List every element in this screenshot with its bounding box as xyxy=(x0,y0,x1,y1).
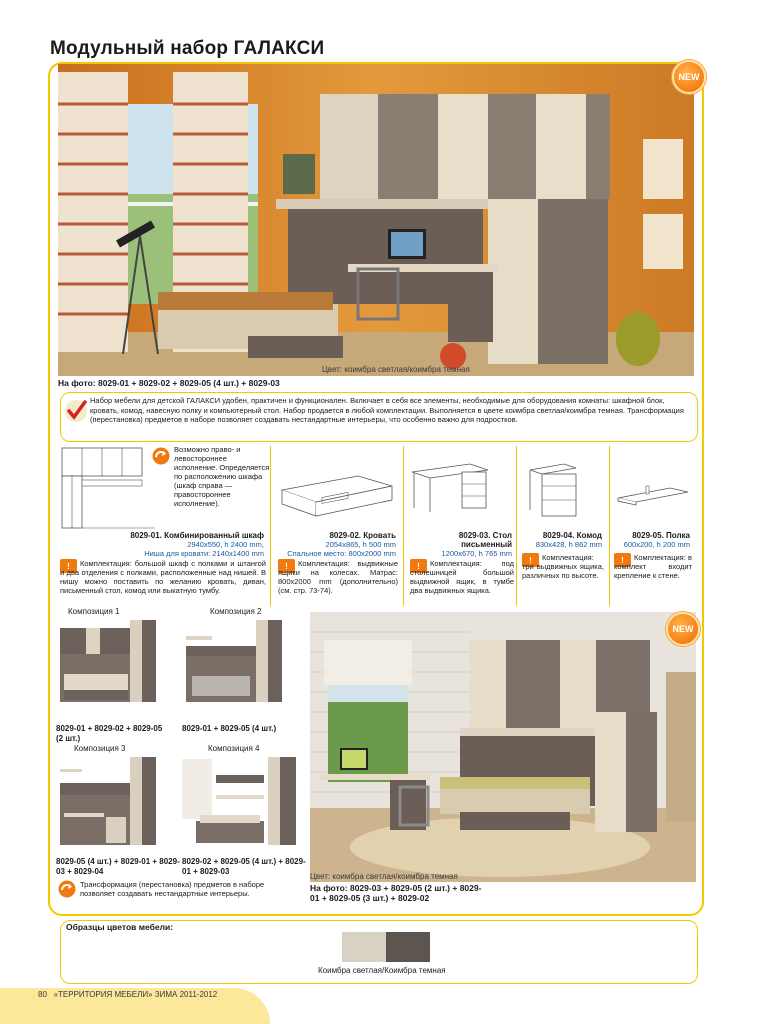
new-badge: NEW xyxy=(672,60,706,94)
product-8029-02-dim1: 2054x865, h 500 mm xyxy=(325,540,396,549)
orange-arrow-icon xyxy=(58,880,76,903)
product-8029-04-dim1: 830x428, h 862 mm xyxy=(535,540,602,549)
swatch-label: Коимбра светлая/Коимбра темная xyxy=(318,966,446,975)
photo1-color-caption: Цвет: коимбра светлая/коимбра темная xyxy=(322,365,470,374)
swatch-light xyxy=(342,932,386,962)
product-8029-02-dim2: Спальное место: 800x2000 mm xyxy=(287,549,396,558)
composition-3-code: 8029-05 (4 шт.) + 8029-01 + 8029-03 + 8029-04 xyxy=(56,857,180,876)
warning-icon: ! xyxy=(614,553,631,567)
product-8029-05-text: Комплектация: в комплект входит крепление к стене. xyxy=(614,553,692,580)
composition-2-image xyxy=(182,618,286,709)
product-8029-04-text: Комплектация: три выдвижных ящика, различных по высоте. xyxy=(522,553,604,580)
orange-arrow-icon xyxy=(152,447,170,470)
composition-4-label: Композиция 4 xyxy=(208,744,260,753)
product-8029-03-title1: 8029-03. Стол xyxy=(458,531,512,540)
product-8029-03-title2: письменный xyxy=(461,540,512,549)
room-photo-1 xyxy=(58,64,694,376)
orientation-note: Возможно право- и левостороннее исполнение. Определяется по расположению шкафа (шкаф справа — правостороннее исполнение). xyxy=(174,445,270,508)
page-title: Модульный набор ГАЛАКСИ xyxy=(50,38,325,59)
product-8029-01-title: 8029-01. Комбинированный шкаф xyxy=(130,531,264,540)
photo1-caption: На фото: 8029-01 + 8029-02 + 8029-05 (4 шт.) + 8029-03 xyxy=(58,378,280,388)
product-8029-05-drawing xyxy=(616,484,690,511)
separator xyxy=(516,446,517,606)
product-8029-03-drawing xyxy=(410,462,490,519)
composition-3-label: Композиция 3 xyxy=(74,744,126,753)
composition-1-label: Композиция 1 xyxy=(68,607,120,616)
description-text: Набор мебели для детской ГАЛАКСИ удобен, практичен и функционален. Включает в себя все элементы, необходимые для оборудования комнаты: шкафной блок, кровать, комод, навесную полку и компьютерный стол. Набор продается в любой комплектации. Выполняется в цвете коимбра светлая/коимбра темная. Трансформация (перестановка) предметов в наборе позволяет создавать нестандартные интерьеры, что особенно важно для подростков. xyxy=(90,396,684,424)
product-8029-05-title: 8029-05. Полка xyxy=(632,531,690,540)
separator xyxy=(403,446,404,606)
product-8029-01-dim2: Ниша для кровати: 2140x1400 mm xyxy=(144,549,264,558)
photo2-caption: На фото: 8029-03 + 8029-05 (2 шт.) + 8029-01 + 8029-05 (3 шт.) + 8029-02 xyxy=(310,883,482,903)
composition-2-code: 8029-01 + 8029-05 (4 шт.) xyxy=(182,724,277,733)
swatch-dark xyxy=(386,932,430,962)
product-8029-02-title: 8029-02. Кровать xyxy=(329,531,396,540)
photo2-color-caption: Цвет: коимбра светлая/коимбра темная xyxy=(310,872,458,881)
product-8029-02-text: Комплектация: выдвижные ящики на колесах. Матрас: 800x2000 mm (дополнительно) (см. стр. 73-74). xyxy=(278,559,398,595)
color-samples-heading: Образцы цветов мебели: xyxy=(66,922,174,932)
product-8029-04-drawing xyxy=(528,462,578,523)
warning-icon: ! xyxy=(60,559,77,573)
composition-1-image xyxy=(56,618,160,709)
composition-4-image xyxy=(176,755,300,852)
separator xyxy=(270,446,271,606)
checkmark-icon xyxy=(64,398,88,429)
composition-2-label: Композиция 2 xyxy=(210,607,262,616)
page-number: 80 xyxy=(38,990,47,999)
footer xyxy=(38,990,217,999)
product-8029-04-title: 8029-04. Комод xyxy=(542,531,602,540)
product-8029-01-text: Комплектация: большой шкаф с полками и штангой и два отделения с полками, расположенные над нишей. В нишу можно поставить по желанию кровать, диван, письменный стол, комод или выкатную тумбу. xyxy=(60,559,266,595)
new-badge: NEW xyxy=(666,612,700,646)
composition-4-code: 8029-02 + 8029-05 (4 шт.) + 8029-01 + 8029-03 xyxy=(182,857,306,876)
warning-icon: ! xyxy=(522,553,539,567)
product-8029-03-dim1: 1200x670, h 765 mm xyxy=(441,549,512,558)
product-8029-02-drawing xyxy=(278,470,396,523)
room-photo-2 xyxy=(310,612,696,882)
composition-3-image xyxy=(56,755,160,852)
product-8029-01-dim1: 2940x550, h 2400 mm, xyxy=(187,540,264,549)
warning-icon: ! xyxy=(278,559,295,573)
publisher: «ТЕРРИТОРИЯ МЕБЕЛИ» ЗИМА 2011-2012 xyxy=(53,990,218,999)
product-8029-05-dim1: 600x200, h 200 mm xyxy=(623,540,690,549)
warning-icon: ! xyxy=(410,559,427,573)
transformation-note: Трансформация (перестановка) предметов в наборе позволяет создавать нестандартные интерьеры. xyxy=(80,880,265,898)
composition-1-code: 8029-01 + 8029-02 + 8029-05 (2 шт.) xyxy=(56,724,163,743)
product-8029-03-text: Комплектация: под столешницей большой выдвижной ящик, в тумбе два выдвижных ящика. xyxy=(410,559,514,595)
separator xyxy=(609,446,610,606)
